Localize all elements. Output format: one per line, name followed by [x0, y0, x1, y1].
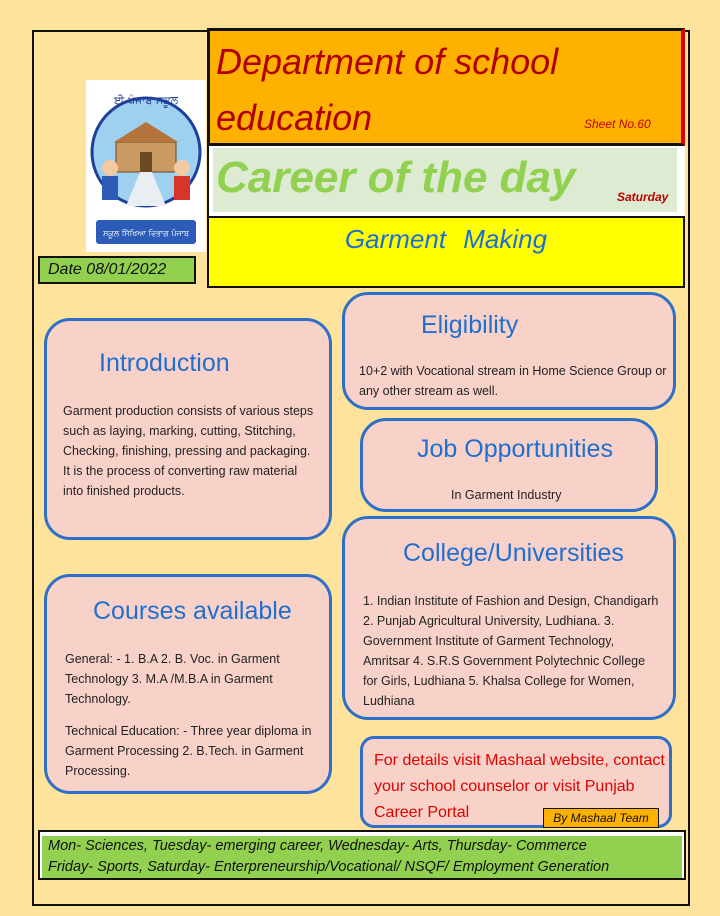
- introduction-title: Introduction: [99, 349, 230, 377]
- courses-technical-text: Technical Education: - Three year diploma in Garment Processing 2. B.Tech. in Garment Processing.: [65, 724, 312, 778]
- department-title-line2: education: [216, 97, 373, 138]
- job-opportunities-text: In Garment Industry: [451, 488, 562, 502]
- job-opportunities-title: Job Opportunities: [417, 435, 613, 463]
- eligibility-title: Eligibility: [421, 311, 519, 339]
- by-mashaal-badge: By Mashaal Team: [543, 808, 659, 828]
- sheet-number: Sheet No.60: [584, 117, 651, 131]
- eligibility-text: 10+2 with Vocational stream in Home Science Group or any other stream as well.: [359, 364, 667, 398]
- footer-schedule-text: [48, 836, 678, 878]
- topic-title: Garment Making: [344, 224, 548, 254]
- logo-graphic: [86, 80, 206, 252]
- footer-line1: Mon- Sciences, Tuesday- emerging career, Wednesday- Arts, Thursday- Commerce: [48, 838, 587, 854]
- department-title: [216, 34, 636, 146]
- introduction-text: Garment production consists of various steps such as laying, marking, cutting, Stitching, Checking, finishing, pressing and packaging. It is the process of converting raw material into finished products.: [63, 404, 314, 498]
- introduction-card: [44, 318, 332, 540]
- date-label: Date 08/01/2022: [38, 256, 196, 284]
- logo-top-text: ਈ-ਪੰਜਾਬ ਸਕੂਲ: [113, 94, 179, 107]
- job-opportunities-card: [360, 418, 658, 512]
- day-label: Saturday: [617, 190, 669, 204]
- logo-bottom-text: ਸਕੂਲ ਸਿੱਖਿਆ ਵਿਭਾਗ ਪੰਜਾਬ: [102, 229, 190, 238]
- colleges-text: 1. Indian Institute of Fashion and Design, Chandigarh 2. Punjab Agricultural University, Ludhiana. 3. Government Institute of Garment Technology, Amritsar 4. S.R.S Government Polytechnic College for Girls, Ludhiana 5. Khalsa College for Women, Ludhiana: [363, 594, 659, 708]
- e-punjab-school-logo: [86, 80, 206, 252]
- department-title-line1: Department of school: [216, 41, 559, 82]
- courses-general-text: General: - 1. B.A 2. B. Voc. in Garment Technology 3. M.A /M.B.A in Garment Technology.: [65, 652, 280, 706]
- eligibility-card: [342, 292, 676, 410]
- colleges-card: [342, 516, 676, 720]
- footer-line2: Friday- Sports, Saturday- Enterpreneurship/Vocational/ NSQF/ Employment Generation: [48, 859, 610, 875]
- colleges-title: College/Universities: [403, 539, 624, 567]
- courses-card: [44, 574, 332, 794]
- details-text: For details visit Mashaal website, contact your school counselor or visit Punjab Career Portal: [374, 752, 665, 821]
- courses-title: Courses available: [93, 597, 292, 625]
- career-title: Career of the day: [216, 153, 576, 202]
